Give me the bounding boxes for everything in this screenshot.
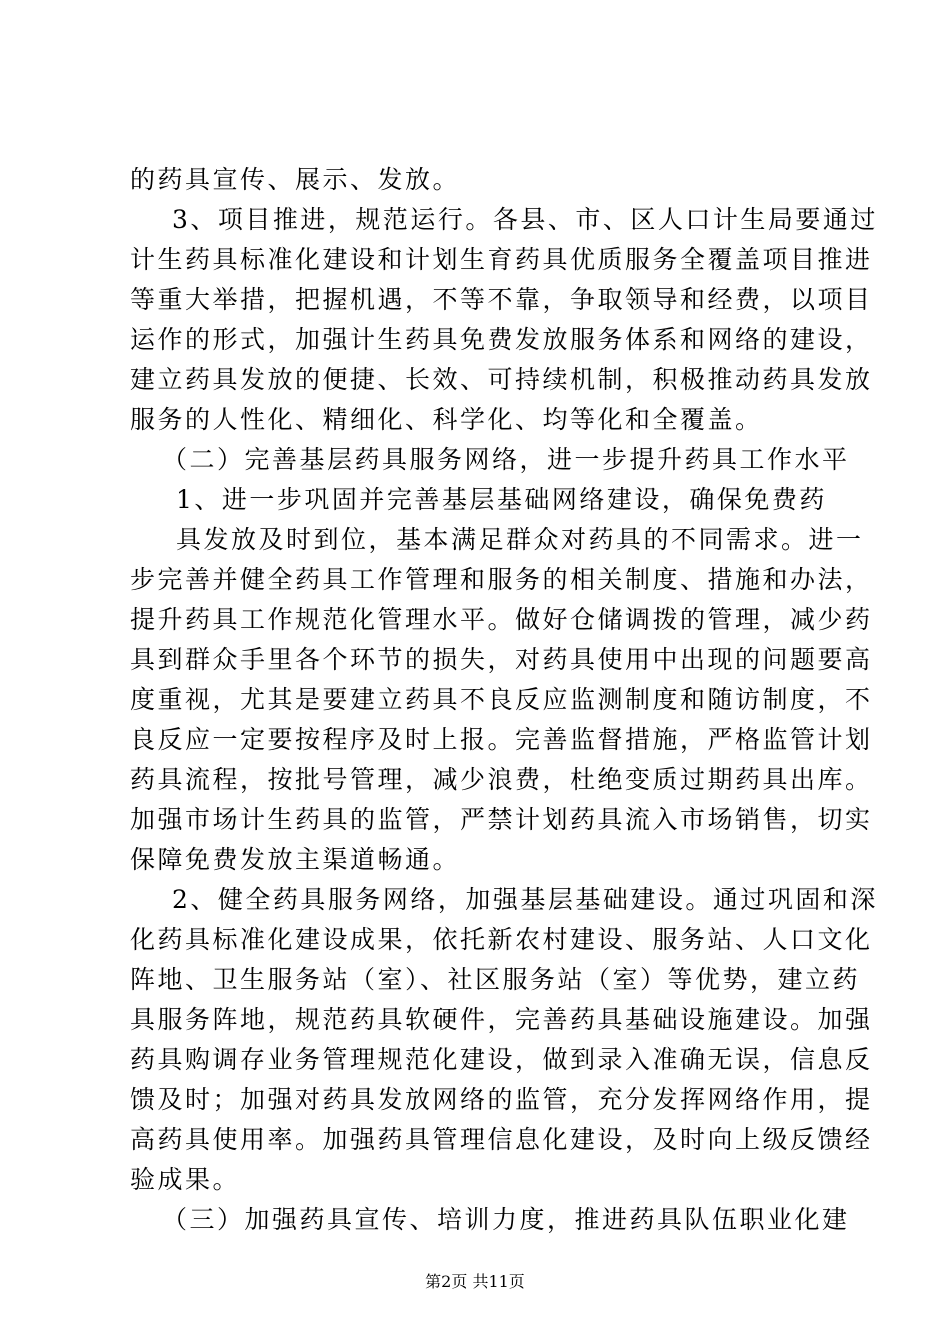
text-line: 建立药具发放的便捷、长效、可持续机制，积极推动药具发放	[130, 365, 873, 394]
text-line: 运作的形式，加强计生药具免费发放服务体系和网络的建设，	[130, 325, 873, 354]
text-line: 馈及时；加强对药具发放网络的监管，充分发挥网络作用，提	[130, 1085, 873, 1114]
text-line: （二）完善基层药具服务网络，进一步提升药具工作水平	[162, 445, 850, 474]
text-line: 良反应一定要按程序及时上报。完善监督措施，严格监管计划	[130, 725, 873, 754]
text-line: 等重大举措，把握机遇，不等不靠，争取领导和经费，以项目	[130, 285, 873, 314]
text-line: 服务的人性化、精细化、科学化、均等化和全覆盖。	[130, 405, 763, 434]
text-line: 计生药具标准化建设和计划生育药具优质服务全覆盖项目推进	[130, 245, 873, 274]
text-line: 验成果。	[130, 1165, 241, 1194]
text-line: 的药具宣传、展示、发放。	[130, 165, 461, 194]
text-line: 具发放及时到位，基本满足群众对药具的不同需求。进一	[176, 525, 864, 554]
text-line: 2、健全药具服务网络，加强基层基础建设。通过巩固和深	[172, 885, 878, 914]
text-line: 药具流程，按批号管理，减少浪费，杜绝变质过期药具出库。	[130, 765, 873, 794]
text-line: （三）加强药具宣传、培训力度，推进药具队伍职业化建	[162, 1205, 850, 1234]
page-number: 第2页 共11页	[425, 1272, 525, 1291]
text-line: 度重视，尤其是要建立药具不良反应监测制度和随访制度，不	[130, 685, 873, 714]
text-line: 加强市场计生药具的监管，严禁计划药具流入市场销售，切实	[130, 805, 873, 834]
text-line: 1、进一步巩固并完善基层基础网络建设，确保免费药	[176, 485, 827, 514]
text-line: 步完善并健全药具工作管理和服务的相关制度、措施和办法，	[130, 565, 873, 594]
text-line: 3、项目推进，规范运行。各县、市、区人口计生局要通过	[172, 205, 878, 234]
text-line: 具服务阵地，规范药具软硬件，完善药具基础设施建设。加强	[130, 1005, 873, 1034]
text-line: 药具购调存业务管理规范化建设，做到录入准确无误，信息反	[130, 1045, 873, 1074]
text-line: 提升药具工作规范化管理水平。做好仓储调拨的管理，减少药	[130, 605, 873, 634]
text-line: 高药具使用率。加强药具管理信息化建设，及时向上级反馈经	[130, 1125, 873, 1154]
text-line: 阵地、卫生服务站（室）、社区服务站（室）等优势，建立药	[130, 965, 861, 994]
text-line: 保障免费发放主渠道畅通。	[130, 845, 461, 874]
text-line: 具到群众手里各个环节的损失，对药具使用中出现的问题要高	[130, 645, 873, 674]
text-line: 化药具标准化建设成果，依托新农村建设、服务站、人口文化	[130, 925, 873, 954]
